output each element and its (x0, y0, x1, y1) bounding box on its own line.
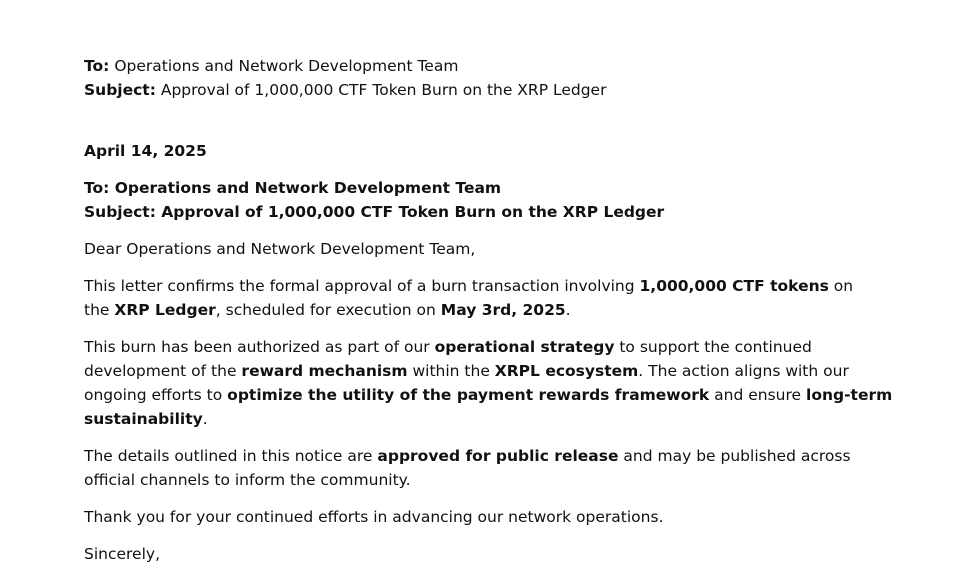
letter-subject-line (84, 200, 884, 224)
text-run: The details outlined in this notice are (84, 447, 378, 465)
text-run: . (202, 410, 208, 428)
spacer (84, 529, 884, 542)
paragraph-3-line-1 (84, 444, 884, 468)
paragraph-1 (84, 274, 884, 322)
paragraph-2-line-4 (84, 407, 884, 431)
text-run: This burn has been authorized as part of our (84, 338, 435, 356)
paragraph-3 (84, 444, 884, 492)
text-run: and ensure (709, 386, 807, 404)
text-run: , scheduled for execution on (215, 301, 441, 319)
text-run: This letter confirms the formal approval of a burn transaction involving (84, 277, 640, 295)
salutation: Dear Operations and Network Development Team, (84, 240, 476, 258)
text-run: development of the (84, 362, 242, 380)
text-run: . (565, 301, 571, 319)
header-subject-label: Subject: (84, 81, 156, 99)
spacer (84, 261, 884, 274)
spacer (84, 431, 884, 444)
text-run: the (84, 301, 115, 319)
spacer (84, 322, 884, 335)
bold-run: operational strategy (434, 338, 615, 356)
bold-run: 1,000,000 CTF tokens (639, 277, 829, 295)
header-subject-value: Approval of 1,000,000 CTF Token Burn on the XRP Ledger (160, 81, 607, 99)
bold-run: XRPL ecosystem (494, 362, 639, 380)
text-run: to support the continued (614, 338, 812, 356)
letter-date (84, 139, 884, 163)
spacer (84, 163, 884, 176)
bold-run: optimize the utility of the payment rewards framework (227, 386, 710, 404)
spacer (84, 102, 884, 139)
text-run: and may be published across (618, 447, 851, 465)
letter-to-text: To: Operations and Network Development Team (84, 179, 502, 197)
text-run: within the (407, 362, 495, 380)
bold-run: reward mechanism (241, 362, 408, 380)
text-run: ongoing efforts to (84, 386, 228, 404)
text-run: official channels to inform the community. (84, 471, 411, 489)
letter-to-line (84, 176, 884, 200)
bold-run: XRP Ledger (114, 301, 216, 319)
header-to-line (84, 54, 884, 78)
paragraph-2 (84, 335, 893, 431)
closing: Sincerely, (84, 545, 161, 563)
paragraph-2-line-1 (84, 335, 884, 359)
bold-run: sustainability (84, 410, 203, 428)
letter-subject-text: Subject: Approval of 1,000,000 CTF Token Burn on the XRP Ledger (84, 203, 665, 221)
header-to-value: Operations and Network Development Team (114, 57, 459, 75)
paragraph-2-line-3 (84, 383, 893, 407)
paragraph-1-line-1 (84, 274, 884, 298)
text-run: on (828, 277, 854, 295)
header-to-label: To: (84, 57, 110, 75)
bold-run: long-term (806, 386, 893, 404)
spacer (84, 492, 884, 505)
header-subject-line (84, 78, 884, 102)
letter-date-text: April 14, 2025 (84, 142, 207, 160)
paragraph-1-line-2 (84, 298, 884, 322)
bold-run: May 3rd, 2025 (440, 301, 566, 319)
paragraph-4: Thank you for your continued efforts in advancing our network operations. (84, 508, 664, 526)
text-run: . The action aligns with our (638, 362, 849, 380)
letter-document (84, 54, 893, 566)
bold-run: approved for public release (377, 447, 619, 465)
paragraph-2-line-2 (84, 359, 884, 383)
paragraph-3-line-2 (84, 468, 884, 492)
spacer (84, 224, 884, 237)
